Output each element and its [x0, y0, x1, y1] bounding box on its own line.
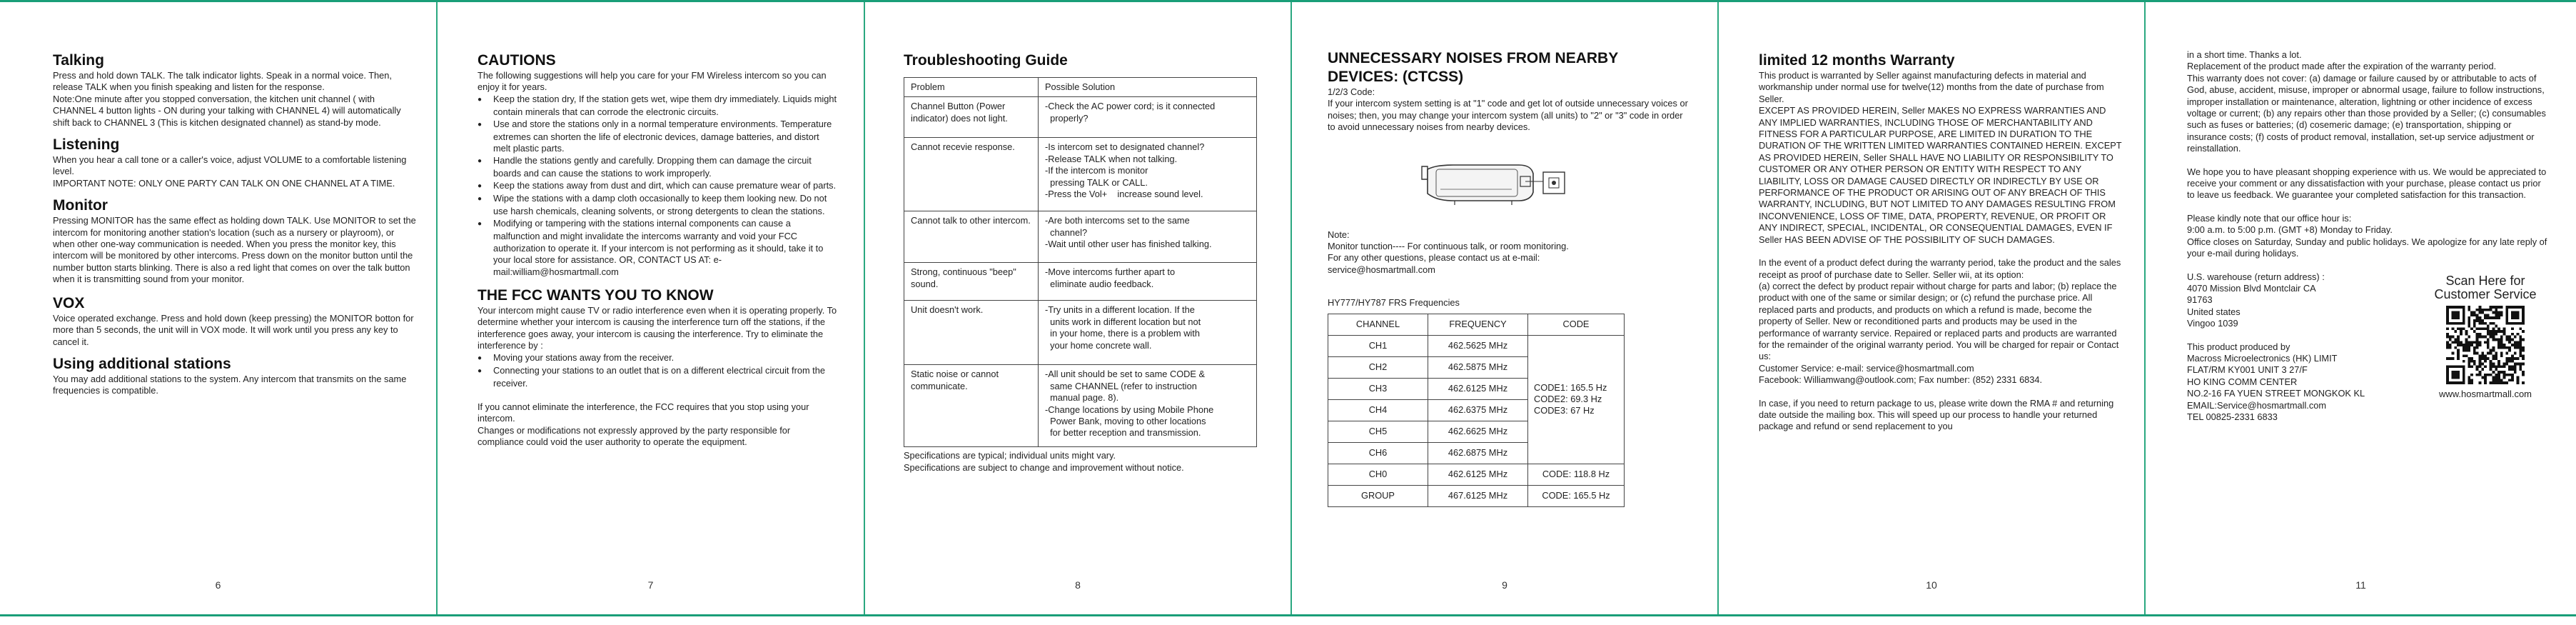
note-line: Monitor tunction---- For continuous talk, or room monitoring. [1328, 241, 1569, 252]
intercom-device-illustration [1412, 145, 1569, 216]
table-header-cell: CODE [1528, 314, 1625, 335]
section-heading-warranty: limited 12 months Warranty [1759, 52, 1955, 69]
table-row [904, 211, 1257, 263]
solution-cell: -Check the AC power cord; is it connected properly? [1039, 97, 1257, 138]
customer-service-email: Customer Service: e-mail: service@hosmartmall.com [1759, 362, 1974, 374]
section-heading-monitor: Monitor [53, 197, 108, 214]
office-hours: Please kindly note that our office hour is: [2187, 212, 2352, 224]
section-heading-vox: VOX [53, 294, 85, 311]
code-cell: CODE: 165.5 Hz [1528, 485, 1625, 506]
address-line: U.S. warehouse (return address) : [2187, 271, 2325, 282]
table-header-row [1328, 314, 1625, 335]
problem-cell: Unit doesn't work. [904, 301, 1039, 365]
qr-block [2428, 274, 2542, 399]
page-number: 10 [1926, 579, 1937, 591]
page-number: 7 [647, 579, 654, 591]
caution-bullet: ● Modifying or tampering with the stations internal components can cause a malfunction and might invalidate the intercoms warranty and void your FCC authorization to operate it. If your intercom is not performing as it should, take it to your local store for assistance. OR, CONTACT US AT: e-mail:william@hosmartmall.com [478, 218, 838, 278]
page-6 [0, 2, 436, 614]
frequency-cell: 462.6125 MHz [1428, 378, 1528, 399]
caution-bullet: ● Wipe the stations with a damp cloth occasionally to keep them looking new. Do not use harsh chemicals, cleaning solvents, or strong detergents to clean the stations. [478, 193, 838, 218]
table-row [904, 138, 1257, 211]
fcc-bullet: ● Connecting your stations to an outlet that is on a different electrical circuit from the receiver. [478, 365, 838, 390]
problem-cell: Cannot talk to other intercom. [904, 211, 1039, 263]
qr-url[interactable]: www.hosmartmall.com [2438, 388, 2532, 399]
producer-line: HO KING COMM CENTER [2187, 376, 2298, 387]
section-heading-listening: Listening [53, 136, 120, 154]
table-header-cell: CHANNEL [1328, 314, 1428, 335]
caution-bullet: ● Handle the stations gently and carefully. Dropping them can damage the circuit boards and can cause the stations to work improperly. [478, 155, 838, 180]
page-number: 6 [215, 579, 221, 591]
producer-line: TEL 00825-2331 6833 [2187, 411, 2278, 422]
cautions-intro: The following suggestions will help you care for your FM Wireless intercom so you can enjoy it for years. [478, 70, 827, 93]
table-row [904, 365, 1257, 447]
frequency-cell: 462.6375 MHz [1428, 399, 1528, 421]
producer-line: FLAT/RM KY001 UNIT 3 27/F [2187, 364, 2308, 376]
channel-cell: CH1 [1328, 335, 1428, 356]
address-line: 91763 [2187, 294, 2213, 306]
table-header-row [904, 78, 1257, 97]
frequency-table-title: HY777/HY787 FRS Frequencies [1328, 297, 1460, 309]
solution-cell: -Move intercoms further apart to eliminate audio feedback. [1039, 263, 1257, 301]
table-row [1328, 335, 1625, 356]
section-heading-unnecessary-noises: UNNECESSARY NOISES FROM NEARBY DEVICES: (CTCSS) [1328, 50, 1618, 85]
warranty-text: in a short time. Thanks a lot. [2187, 49, 2302, 60]
frequency-cell: 462.5875 MHz [1428, 356, 1528, 378]
frequency-table [1328, 314, 1625, 507]
address-line: United states [2187, 306, 2241, 317]
section-heading-fcc: THE FCC WANTS YOU TO KNOW [478, 286, 714, 304]
office-hours: 9:00 a.m. to 5:00 p.m. (GMT +8) Monday to Friday. [2187, 224, 2393, 236]
solution-cell: -Is intercom set to designated channel? -Release TALK when not talking. -If the intercom is monitor pressing TALK or CALL. -Press the Vol+ increase sound level. [1039, 138, 1257, 211]
bottom-accent-rule [0, 614, 2576, 616]
talking-text: Press and hold down TALK. The talk indicator lights. Speak in a normal voice. Then, release TALK when you finish speaking and listen for the response. [53, 70, 392, 93]
warranty-text: Replacement of the product made after the expiration of the warranty period. [2187, 61, 2497, 72]
page-9 [1292, 2, 1717, 614]
warranty-disclaimer: EXCEPT AS PROVIDED HEREIN, Seller MAKES NO EXPRESS WARRANTIES AND ANY IMPLIED WARRANTIES, INCLUDING THOSE OF MERCHANTABILITY AND FITNESS FOR A PARTICULAR PURPOSE, ARE LIMITED IN DURATION TO THE DURATION OF THE WRITTEN LIMITED WARRANTIES CONTAINED HEREIN. EXCEPT AS PROVIDED HEREIN, Seller SHALL HAVE NO LIABILITY OR RESPONSIBILITY TO CUSTOMER OR ANY OTHER PERSON OR ENTITY WITH RESPECT TO ANY LIABILITY, LOSS OR DAMAGE CAUSED DIRECTLY OR INDIRECTLY BY USE OR PERFORMANCE OF THE PRODUCT OR ARISING OUT OF ANY BREACH OF THIS WARRANTY, INCLUDING, BUT NOT LIMITED TO ANY DAMAGES RESULTING FROM INCONVENIENCE, LOSS OF TIME, DATA, PROPERTY, REVENUE, OR PROFIT OR ANY INDIRECT, SPECIAL, INCIDENTAL, OR CONSEQUENTIAL DAMAGES, EVEN IF Seller HAS BEEN ADVISE OF THE POSSIBILITY OF SUCH DAMAGES. [1759, 105, 2122, 245]
frequency-cell: 462.6875 MHz [1428, 442, 1528, 464]
table-header-cell: FREQUENCY [1428, 314, 1528, 335]
table-row [904, 301, 1257, 365]
talking-note: Note:One minute after you stopped conversation, the kitchen unit channel ( with CHANNEL 4 button lights - ON during your talking with CHANNEL 4) will automatically shift back to CHANNEL 3 (This is kitchen designated channel) as stand-by mode. [53, 93, 401, 128]
channel-cell: CH5 [1328, 421, 1428, 442]
warranty-text: In the event of a product defect during the warranty period, take the product and the sales receipt as proof of purchase date to Seller. Seller wii, at its option: [1759, 257, 2121, 280]
warranty-text: In case, if you need to return package to us, please write down the RMA # and returning date outside the mailing box. This will speed up our process to handle your returned package and refund or send replacement to you [1759, 397, 2114, 432]
caution-bullet: ● Use and store the stations only in a normal temperature environments. Temperature extremes can shorten the life of electronic devices, damage batteries, and distort melt plastic parts. [478, 119, 838, 155]
page-8 [865, 2, 1290, 614]
caution-bullet: ● Keep the stations away from dust and dirt, which can cause premature wear of parts. [478, 180, 838, 193]
frequency-cell: 462.6125 MHz [1428, 464, 1528, 485]
problem-cell: Cannot recevie response. [904, 138, 1039, 211]
spec-note: Specifications are subject to change and improvement without notice. [904, 461, 1184, 473]
channel-cell: CH0 [1328, 464, 1428, 485]
qr-title: Customer Service [2434, 286, 2537, 301]
contact-email: service@hosmartmall.com [1328, 264, 1435, 275]
frequency-cell: 462.6625 MHz [1428, 421, 1528, 442]
problem-cell: Channel Button (Power indicator) does not light. [904, 97, 1039, 138]
page-number: 11 [2355, 579, 2366, 591]
problem-cell: Static noise or cannot communicate. [904, 365, 1039, 447]
table-header-cell: Possible Solution [1039, 78, 1257, 97]
channel-cell: CH4 [1328, 399, 1428, 421]
monitor-text: Pressing MONITOR has the same effect as holding down TALK. Use MONITOR to set the intercom for monitoring another station's location (such as a nursery or playroom), or when other one-way communication is needed. When you press the monitor key, this intercom will be monitored by other intercoms. Press down on the monitor button until the number button starts blinking. There is also a red light that comes on over the talk button when it is transmitting sound from your monitor. [53, 215, 416, 285]
feedback-text: We hope you to have pleasant shopping experience with us. We would be appreciated to receive your comment or any dissatisfaction with your purchase, please contact us prior to leave us feedback. We guarantee your completed satisfaction for this transaction. [2187, 166, 2547, 201]
caution-bullet: ● Keep the station dry, If the station gets wet, wipe them dry immediately. Liquids might contain minerals that can corrode the electronic circuits. [478, 94, 838, 119]
fcc-bullet: ● Moving your stations away from the receiver. [478, 352, 838, 365]
code-text: If your intercom system setting is at "1" code and get lot of outside unnecessary voices or noises; then, you may change your intercom system (all units) to "2" or "3" code in order to avoid unnecessary noises from nearby devices. [1328, 98, 1688, 133]
section-heading-additional-stations: Using additional stations [53, 355, 231, 372]
table-row [904, 263, 1257, 301]
table-header-cell: Problem [904, 78, 1039, 97]
warranty-text: This warranty does not cover: (a) damage or failure caused by or attributable to acts of God, abuse, accident, misuse, improper or abnormal usage, failure to follow instructions, improper installation or maintenance, alteration, lightning or other incidence of excess voltage or current; (b) any repairs other than those provided by a Seller; (c) consumables such as fuses or batteries; (d) cosemeric damage; (e) transportation, shipping or insurance costs; (f) costs of product removal, installation, set-up service adjustment or reinstallation. [2187, 72, 2546, 154]
code-value: CODE3: 67 Hz [1534, 405, 1595, 416]
address-line: 4070 Mission Blvd Montclair CA [2187, 282, 2316, 294]
producer-line: EMAIL:Service@hosmartmall.com [2187, 399, 2327, 411]
channel-cell: CH3 [1328, 378, 1428, 399]
producer-line: Macross Microelectronics (HK) LIMIT [2187, 352, 2338, 364]
note-line: For any other questions, please contact us at e-mail: [1328, 252, 1540, 264]
code-label: 1/2/3 Code: [1328, 86, 1375, 97]
fcc-outro: If you cannot eliminate the interference, the FCC requires that you stop using your intercom. [478, 401, 809, 424]
section-heading-troubleshooting: Troubleshooting Guide [904, 52, 1068, 69]
table-row [904, 97, 1257, 138]
additional-stations-text: You may add additional stations to the system. Any intercom that transmits on the same frequencies is compatible. [53, 373, 407, 396]
channel-cell: CH6 [1328, 442, 1428, 464]
listening-note: IMPORTANT NOTE: ONLY ONE PARTY CAN TALK ON ONE CHANNEL AT A TIME. [53, 177, 395, 189]
solution-cell: -All unit should be set to same CODE & same CHANNEL (refer to instruction manual page. 8). -Change locations by using Mobile Phone Power Bank, moving to other locations for better reception and transmission. [1039, 365, 1257, 447]
code-value: CODE1: 165.5 Hz [1534, 382, 1607, 394]
qr-code-icon[interactable] [2446, 306, 2525, 384]
table-row [1328, 485, 1625, 506]
code-cell: CODE: 118.8 Hz [1528, 464, 1625, 485]
spec-note: Specifications are typical; individual units might vary. [904, 450, 1116, 461]
fcc-outro: Changes or modifications not expressly approved by the party responsible for compliance could void the user authority to operate the equipment. [478, 424, 791, 447]
frequency-cell: 462.5625 MHz [1428, 335, 1528, 356]
table-row [1328, 464, 1625, 485]
troubleshooting-table [904, 77, 1257, 447]
page-10 [1719, 2, 2144, 614]
solution-cell: -Are both intercoms set to the same channel? -Wait until other user has finished talking. [1039, 211, 1257, 263]
office-hours: Office closes on Saturday, Sunday and public holidays. We apologize for any late reply of your e-mail during holidays. [2187, 236, 2547, 259]
page-7 [438, 2, 864, 614]
channel-cell: CH2 [1328, 356, 1428, 378]
page-number: 8 [1075, 579, 1081, 591]
frequency-cell: 467.6125 MHz [1428, 485, 1528, 506]
fcc-intro: Your intercom might cause TV or radio interference even when it is operating properly. To determine whether your intercom is causing the interference turn off the stations, if the interference goes away, your intercom is causing the interference. Try to eliminate the interference by : [478, 304, 837, 351]
note-line: Note: [1328, 229, 1350, 240]
warranty-text: (a) correct the defect by product repair without charge for parts and labor; (b) replace the product with one of the same or similar design; or (c) refund the purchase price. All replaced parts and products, and products on which a refund is made, become the property of Seller. New or reconditioned parts and products may be used in the performance of warranty service. Repaired or replaced parts and products are warranted for the remainder of the original warranty period. You will be charged for repair or Contact us: [1759, 280, 2119, 362]
facebook-fax: Facebook: Williamwang@outlook.com; Fax number: (852) 2331 6834. [1759, 374, 2043, 386]
listening-text: When you hear a call tone or a caller's voice, adjust VOLUME to a comfortable listening level. [53, 154, 407, 177]
warranty-text: This product is warranted by Seller against manufacturing defects in material and workmanship under normal use for twelve(12) months from the date of purchase from Seller. [1759, 70, 2104, 104]
producer-line: NO.2-16 FA YUEN STREET MONGKOK KL [2187, 388, 2365, 399]
producer-line: This product produced by [2187, 341, 2290, 352]
address-line: Vingoo 1039 [2187, 318, 2238, 329]
code-group-cell [1528, 335, 1625, 464]
channel-cell: GROUP [1328, 485, 1428, 506]
page-11 [2146, 2, 2576, 614]
problem-cell: Strong, continuous "beep" sound. [904, 263, 1039, 301]
page-number: 9 [1502, 579, 1507, 591]
solution-cell: -Try units in a different location. If the units work in different location but not in your home, there is a problem with your home concrete wall. [1039, 301, 1257, 365]
qr-title: Scan Here for [2445, 273, 2525, 288]
vox-text: Voice operated exchange. Press and hold down (keep pressing) the MONITOR botton for more than 5 seconds, the unit will in VOX mode. It will work until you press any key to cancel it. [53, 312, 414, 347]
section-heading-talking: Talking [53, 52, 104, 69]
section-heading-cautions: CAUTIONS [478, 52, 556, 69]
code-value: CODE2: 69.3 Hz [1534, 394, 1602, 405]
